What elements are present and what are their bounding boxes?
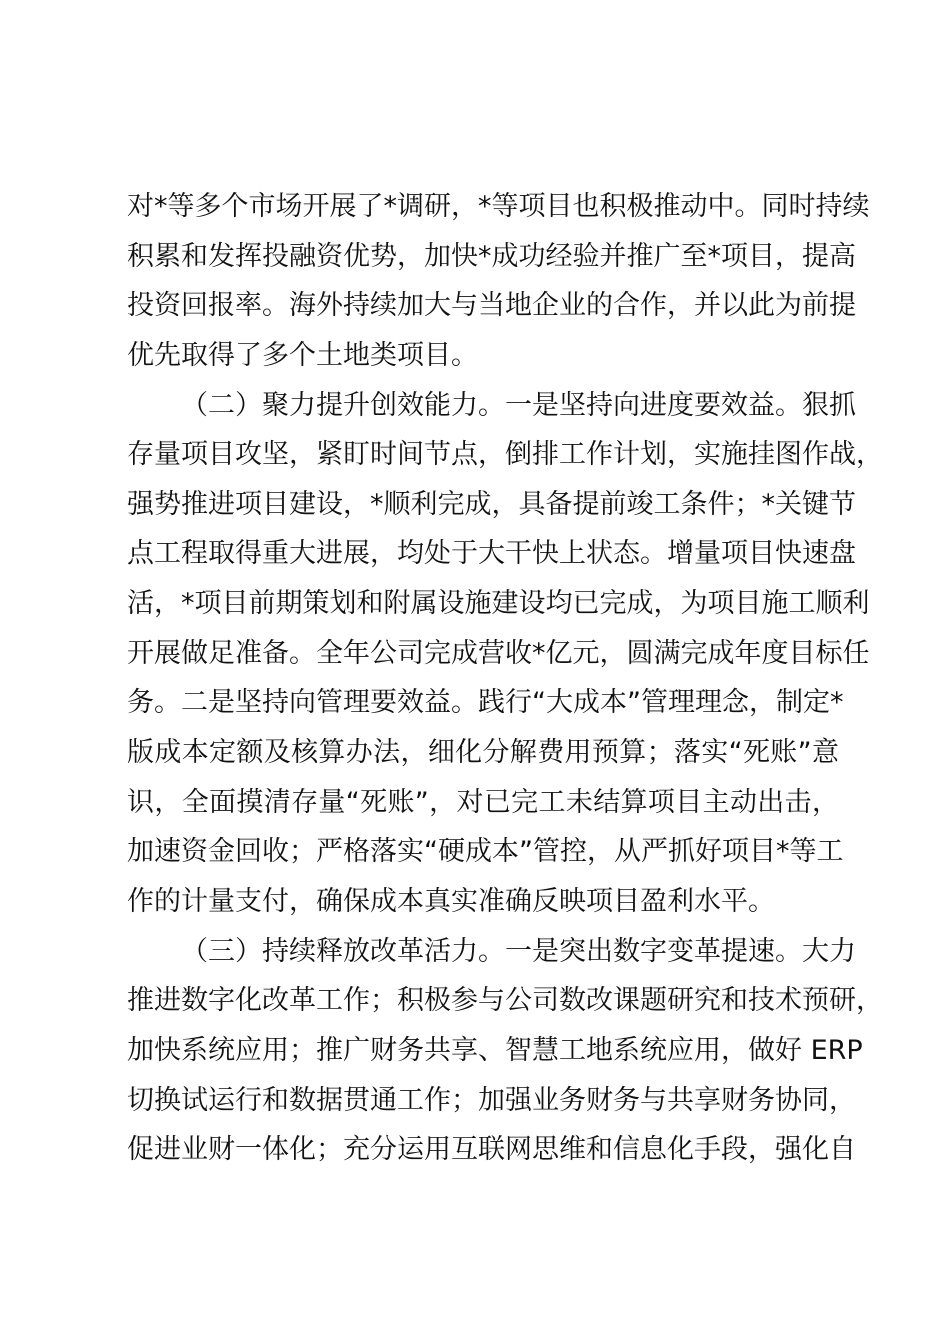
paragraph-3-line-4: 切换试运行和数据贯通工作；加强业务财务与共享财务协同， [127, 1084, 856, 1116]
paragraph-3-line-3: 加快系统应用；推广财务共享、智慧工地系统应用，做好 ERP [127, 1034, 863, 1066]
paragraph-2-line-2: 存量项目攻坚，紧盯时间节点，倒排工作计划，实施挂图作战， [127, 439, 883, 471]
paragraph-3-line-1: （三）持续释放改革活力。一是突出数字变革提速。大力 [181, 935, 856, 967]
paragraph-1-line-3: 投资回报率。海外持续加大与当地企业的合作，并以此为前提 [127, 290, 856, 322]
paragraph-1-line-2: 积累和发挥投融资优势，加快*成功经验并推广至*项目，提高 [127, 240, 856, 272]
paragraph-2-line-5: 活，*项目前期策划和附属设施建设均已完成，为项目施工顺利 [127, 588, 870, 620]
paragraph-2-line-6: 开展做足准备。全年公司完成营收*亿元，圆满完成年度目标任 [127, 637, 870, 669]
paragraph-2-line-11: 作的计量支付，确保成本真实准确反映项目盈利水平。 [127, 885, 775, 917]
paragraph-2-line-10: 加速资金回收；严格落实“硬成本”管控，从严抓好项目*等工 [127, 836, 844, 868]
paragraph-2-line-1: （二）聚力提升创效能力。一是坚持向进度要效益。狠抓 [181, 389, 856, 421]
paragraph-3-line-5: 促进业财一体化；充分运用互联网思维和信息化手段，强化自 [127, 1134, 856, 1166]
paragraph-1-line-1: 对*等多个市场开展了*调研，*等项目也积极推动中。同时持续 [127, 191, 870, 222]
paragraph-2-line-3: 强势推进项目建设，*顺利完成，具备提前竣工条件；*关键节 [127, 488, 856, 520]
paragraph-2-line-7: 务。二是坚持向管理要效益。践行“大成本”管理理念，制定* [127, 687, 844, 719]
paragraph-3-line-2: 推进数字化改革工作；积极参与公司数改课题研究和技术预研， [127, 985, 883, 1017]
body-text [127, 182, 883, 1175]
paragraph-2-line-4: 点工程取得重大进展，均处于大干快上状态。增量项目快速盘 [127, 538, 856, 570]
paragraph-2-line-9: 识，全面摸清存量“死账”，对已完工未结算项目主动出击， [127, 786, 839, 818]
paragraph-1-line-4: 优先取得了多个土地类项目。 [127, 339, 478, 371]
paragraph-2-line-8: 版成本定额及核算办法，细化分解费用预算；落实“死账”意 [127, 737, 839, 769]
